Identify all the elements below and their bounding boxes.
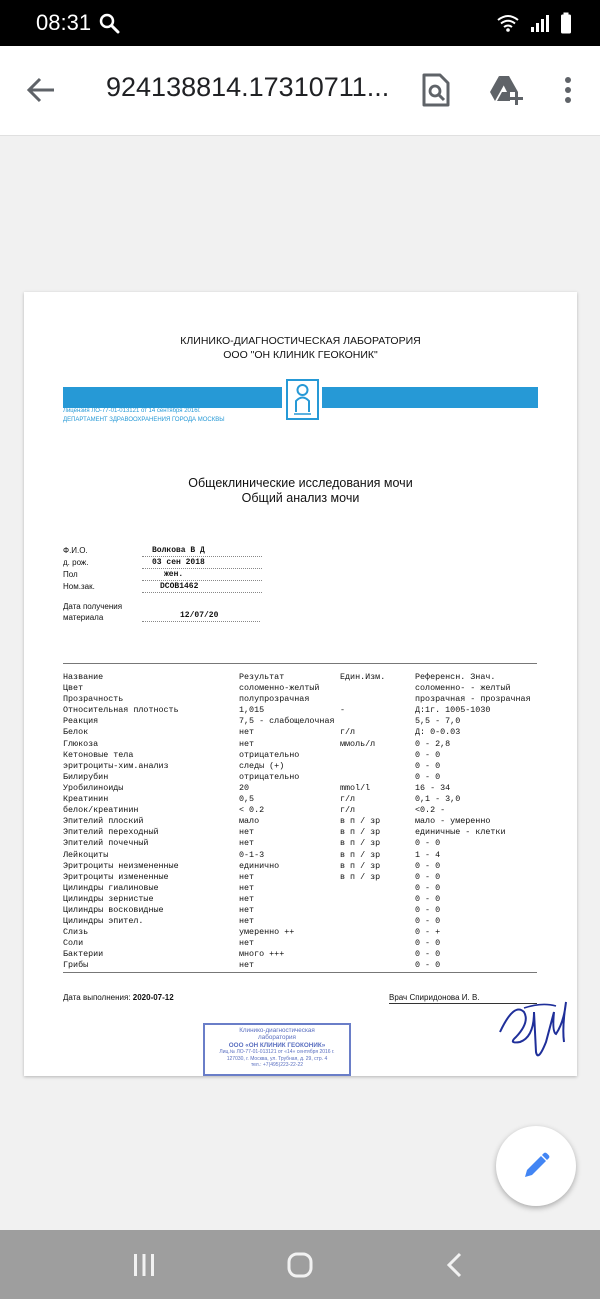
- status-bar: [0, 0, 600, 46]
- header-result: Результат: [239, 672, 285, 682]
- cell-name: Эпителий переходный: [63, 827, 159, 838]
- table-row: [63, 872, 543, 883]
- table-row: [63, 949, 543, 960]
- cell-unit: [340, 894, 415, 905]
- cell-name: Цилиндры эпител.: [63, 916, 144, 927]
- home-button[interactable]: [282, 1247, 318, 1283]
- cell-name: Эпителий плоский: [63, 816, 144, 827]
- dob-label: д. рож.: [63, 558, 89, 567]
- cell-name: белок/креатинин: [63, 805, 139, 816]
- cell-result: нет: [239, 904, 255, 915]
- cell-reference: 0 - 0: [415, 904, 441, 915]
- cell-reference: Д:1г. 1005-1030: [415, 705, 491, 716]
- table-row: [63, 805, 543, 816]
- cell-reference: 0 - 0: [415, 916, 441, 927]
- lab-name-line2: ООО "ОН КЛИНИК ГЕОКОНИК": [223, 349, 378, 361]
- patient-name-value: Волкова В Д: [142, 545, 262, 557]
- find-in-page-icon: [421, 73, 451, 107]
- cell-reference: мало - умеренно: [415, 816, 491, 827]
- cell-unit: [340, 716, 415, 727]
- cell-result: нет: [239, 838, 255, 849]
- cell-result: нет: [239, 960, 255, 971]
- table-row: [63, 916, 543, 927]
- doctor-signature: [494, 982, 574, 1072]
- results-table: [63, 672, 543, 972]
- cell-unit: mmol/l: [340, 782, 371, 793]
- order-value: DCOB1462: [142, 581, 262, 593]
- header-band-right: [322, 387, 538, 408]
- received-label-2: материала: [63, 613, 104, 622]
- cell-unit: ммоль/л: [340, 738, 376, 749]
- cell-result: много +++: [239, 949, 285, 960]
- cell-name: Уробилиноиды: [63, 782, 124, 793]
- header-band-left: [63, 387, 282, 408]
- cell-name: Эритроциты измененные: [63, 871, 169, 882]
- dob-value: 03 сен 2018: [142, 557, 262, 569]
- cell-reference: 0 - 0: [415, 960, 441, 971]
- cell-unit: [340, 883, 415, 894]
- back-button[interactable]: [22, 70, 62, 110]
- header-unit: Един.Изм.: [340, 672, 386, 682]
- cell-reference: соломенно- - желтый: [415, 683, 511, 694]
- battery-icon: [560, 12, 572, 38]
- app-bar: [0, 46, 600, 136]
- cell-name: Эритроциты неизмененные: [63, 860, 179, 871]
- table-row: [63, 694, 543, 705]
- cell-reference: <0.2 -: [415, 805, 446, 816]
- cell-result: 0-1-3: [239, 849, 265, 860]
- divider-top: [63, 663, 537, 664]
- cell-unit: [340, 938, 415, 949]
- completed-label: Дата выполнения: 2020-07-12: [63, 993, 174, 1002]
- cell-reference: 5,5 - 7,0: [415, 716, 461, 727]
- cell-name: Прозрачность: [63, 694, 124, 705]
- table-row: [63, 883, 543, 894]
- document-page[interactable]: [24, 292, 577, 1076]
- sex-value: жен.: [142, 569, 262, 581]
- table-body: [63, 683, 543, 971]
- cell-name: Лейкоциты: [63, 849, 109, 860]
- table-row: [63, 783, 543, 794]
- cell-result: отрицательно: [239, 749, 300, 760]
- cell-name: Кетоновые тела: [63, 749, 134, 760]
- table-row: [63, 827, 543, 838]
- table-row: [63, 816, 543, 827]
- cell-result: 0,5: [239, 794, 255, 805]
- sex-label: Пол: [63, 570, 78, 579]
- home-icon: [286, 1251, 314, 1279]
- lab-name-line1: КЛИНИКО-ДИАГНОСТИЧЕСКАЯ ЛАБОРАТОРИЯ: [180, 335, 421, 347]
- heading-line1: Общеклинические исследования мочи: [188, 476, 413, 490]
- received-label-1: Дата получения: [63, 602, 123, 611]
- table-row: [63, 927, 543, 938]
- edit-button[interactable]: [496, 1126, 576, 1206]
- document-title: 924138814.17310711...: [106, 72, 390, 102]
- cell-name: Слизь: [63, 927, 89, 938]
- table-row: [63, 739, 543, 750]
- divider-bottom: [63, 972, 537, 973]
- cell-name: Билирубин: [63, 771, 109, 782]
- cell-unit: в п / зр: [340, 827, 381, 838]
- cell-name: Глюкоза: [63, 738, 99, 749]
- cell-reference: прозрачная - прозрачная: [415, 694, 531, 705]
- header-reference: Референсн. Знач.: [415, 672, 496, 682]
- recent-apps-button[interactable]: [126, 1247, 162, 1283]
- arrow-back-icon: [22, 70, 62, 110]
- lab-stamp: Клинико-диагностическая лаборатория ООО «ОН КЛИНИК ГЕОКОНИК» Лиц.№ ЛО-77-01-013121 от «14» сентября 2016 г. 127030, г. Москва, ул. Трубная, д. 29, стр. 4 тел.: +7(495)223-22-22: [203, 1023, 351, 1076]
- cell-reference: 0 - 0: [415, 749, 441, 760]
- cell-name: Цилиндры восковидные: [63, 904, 164, 915]
- cell-unit: [340, 916, 415, 927]
- cell-name: Относительная плотность: [63, 705, 179, 716]
- table-row: [63, 683, 543, 694]
- cell-name: Бактерии: [63, 949, 104, 960]
- more-vert-icon: [564, 76, 572, 104]
- header-name: Название: [63, 672, 104, 682]
- cell-unit: г/л: [340, 794, 356, 805]
- cell-result: 7,5 - слабощелочная: [239, 716, 335, 727]
- table-row: [63, 705, 543, 716]
- cell-name: Белок: [63, 727, 89, 738]
- cell-name: Креатинин: [63, 794, 109, 805]
- cell-result: нет: [239, 916, 255, 927]
- doctor-name: Врач Спиридонова И. В.: [389, 993, 537, 1004]
- cell-unit: в п / зр: [340, 871, 381, 882]
- search-icon: [98, 12, 120, 34]
- cell-result: соломенно-желтый: [239, 683, 320, 694]
- table-row: [63, 716, 543, 727]
- cell-reference: единичные - клетки: [415, 827, 506, 838]
- cell-result: 1,015: [239, 705, 265, 716]
- cell-unit: [340, 949, 415, 960]
- cell-unit: в п / зр: [340, 860, 381, 871]
- table-row: [63, 861, 543, 872]
- table-row: [63, 727, 543, 738]
- cell-name: Цвет: [63, 683, 84, 694]
- add-to-drive-button[interactable]: [486, 70, 526, 110]
- cell-reference: 0 - 0: [415, 893, 441, 904]
- heading-line2: Общий анализ мочи: [241, 491, 360, 505]
- cell-unit: [340, 772, 415, 783]
- add-to-drive-icon: [488, 74, 524, 106]
- cell-result: мало: [239, 816, 260, 827]
- cell-reference: 16 - 34: [415, 782, 451, 793]
- lab-logo: [286, 379, 319, 420]
- table-row: [63, 938, 543, 949]
- table-row: [63, 761, 543, 772]
- cell-unit: [340, 927, 415, 938]
- cell-reference: Д: 0-0.03: [415, 727, 461, 738]
- cell-name: Цилиндры гиалиновые: [63, 882, 159, 893]
- cell-name: эритроциты-хим.анализ: [63, 760, 169, 771]
- recent-apps-icon: [131, 1252, 157, 1278]
- cell-unit: в п / зр: [340, 816, 381, 827]
- cell-unit: -: [340, 705, 346, 716]
- order-label: Ном.зак.: [63, 582, 95, 591]
- license-line1: Лицензия ЛО-77-01-013121 от 14 сентября 2016г.: [63, 408, 201, 414]
- patient-name-label: Ф.И.О.: [63, 546, 88, 555]
- cell-reference: 0 - 2,8: [415, 738, 451, 749]
- table-row: [63, 960, 543, 971]
- cell-reference: 0 - 0: [415, 860, 441, 871]
- table-row: [63, 905, 543, 916]
- cell-reference: 0 - 0: [415, 838, 441, 849]
- navigation-bar: [0, 1230, 600, 1299]
- table-row: [63, 772, 543, 783]
- cell-result: нет: [239, 871, 255, 882]
- cell-reference: 0 - 0: [415, 771, 441, 782]
- cell-result: нет: [239, 938, 255, 949]
- cell-name: Цилиндры зернистые: [63, 893, 154, 904]
- back-chevron-icon: [443, 1252, 469, 1278]
- cell-unit: [340, 683, 415, 694]
- cell-unit: в п / зр: [340, 849, 381, 860]
- cell-result: < 0.2: [239, 805, 265, 816]
- cell-result: единично: [239, 860, 280, 871]
- cell-result: нет: [239, 882, 255, 893]
- cell-reference: 0 - 0: [415, 938, 441, 949]
- cell-result: умеренно ++: [239, 927, 295, 938]
- cell-reference: 0 - 0: [415, 871, 441, 882]
- cell-result: полупрозрачная: [239, 694, 310, 705]
- cell-unit: в п / зр: [340, 838, 381, 849]
- cell-reference: 0,1 - 3,0: [415, 794, 461, 805]
- find-in-page-button[interactable]: [416, 70, 456, 110]
- cell-unit: [340, 905, 415, 916]
- cell-name: Грибы: [63, 960, 89, 971]
- cell-result: отрицательно: [239, 771, 300, 782]
- cell-unit: [340, 960, 415, 971]
- cell-result: нет: [239, 893, 255, 904]
- cell-name: Соли: [63, 938, 84, 949]
- cell-reference: 0 - 0: [415, 760, 441, 771]
- cell-result: нет: [239, 827, 255, 838]
- table-header: [63, 672, 543, 683]
- status-time: 08:31: [36, 10, 92, 35]
- table-row: [63, 838, 543, 849]
- edit-pencil-icon: [521, 1151, 551, 1181]
- cell-reference: 0 - 0: [415, 949, 441, 960]
- cell-name: Эпителий почечный: [63, 838, 149, 849]
- wifi-icon: [496, 13, 520, 37]
- cell-result: следы (+): [239, 760, 285, 771]
- cell-unit: [340, 694, 415, 705]
- more-options-button[interactable]: [548, 70, 588, 110]
- completed-date: 2020-07-12: [132, 993, 174, 1002]
- cell-reference: 0 - +: [415, 927, 441, 938]
- license-line2: ДЕПАРТАМЕНТ ЗДРАВООХРАНЕНИЯ ГОРОДА МОСКВЫ: [63, 417, 225, 423]
- signal-icon: [530, 13, 550, 37]
- cell-result: нет: [239, 738, 255, 749]
- cell-reference: 1 - 4: [415, 849, 441, 860]
- cell-unit: [340, 750, 415, 761]
- cell-result: 20: [239, 782, 250, 793]
- cell-unit: [340, 761, 415, 772]
- back-nav-button[interactable]: [438, 1247, 474, 1283]
- cell-unit: г/л: [340, 727, 356, 738]
- cell-name: Реакция: [63, 716, 99, 727]
- table-row: [63, 794, 543, 805]
- cell-reference: 0 - 0: [415, 882, 441, 893]
- table-row: [63, 750, 543, 761]
- received-value: 12/07/20: [142, 610, 260, 622]
- table-row: [63, 850, 543, 861]
- cell-result: нет: [239, 727, 255, 738]
- table-row: [63, 894, 543, 905]
- cell-unit: г/л: [340, 805, 356, 816]
